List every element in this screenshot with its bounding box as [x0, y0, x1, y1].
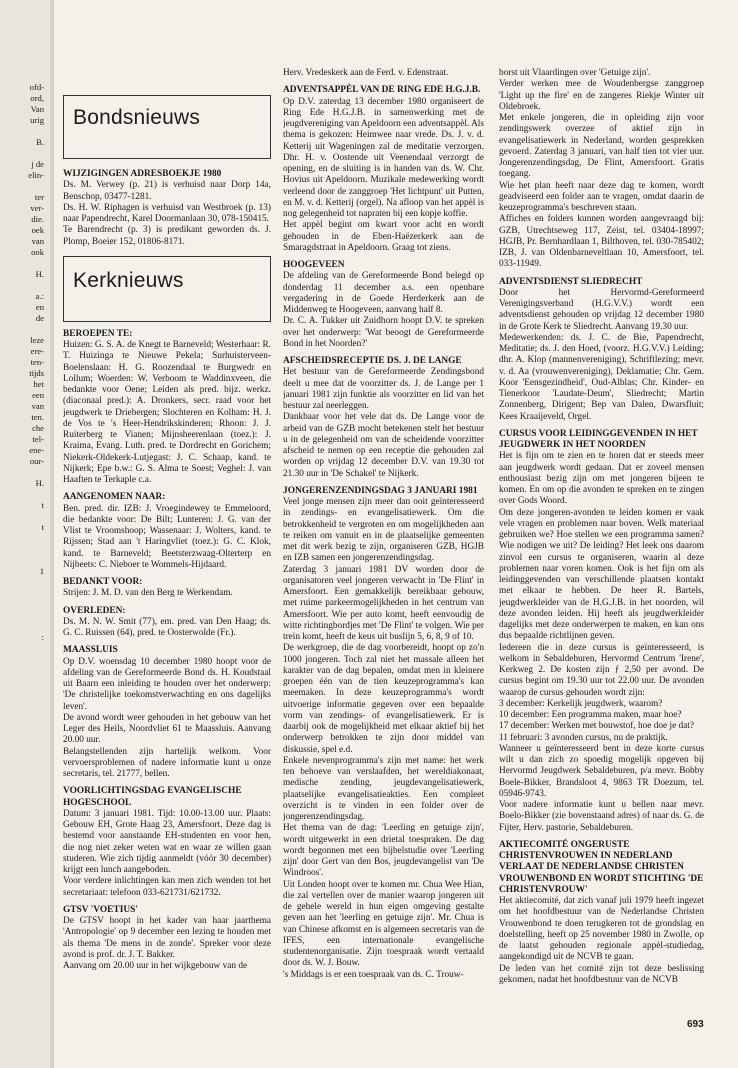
- article-heading: OVERLEDEN:: [63, 605, 126, 616]
- paragraph-line: Medewerkenden: ds. J. C. de Bie, Papendrecht, Meditatie; ds. J. den Hoed, (voorz. H.G.V.V.) Leiding; dhr. A. Klop (mannenvereniging), Schriftlezing; mevr. v. d. Aa (vrouwenvereniging), Deklamatie; Chr. Gem. Koor 'Eensgezindheid', Oud-Alblas; Chr. Kinder- en Tienerkoor 'Laudate-Deum', Sliedrecht; Martin Zonnenberg, Dirigent; Bep van Dalen, Dwarsfluit; Kees Kraaijeveld, Orgel.: [499, 332, 704, 422]
- article-body: [283, 367, 484, 480]
- edge-text-fragment: [0, 533, 50, 544]
- article-body: [63, 588, 271, 599]
- paragraph-line: Iedereen die in deze cursus is geïnteresseerd, is welkom in Sebaldeburen, Hervormd Centrum 'Irene', Kerkweg 2. De kosten zijn ƒ 2,50 per avond. De cursus begint om 19.30 uur tot 22.00 uur. De avonden waarop de cursus gehouden wordt zijn:: [499, 642, 704, 698]
- paragraph-line: Ds. M. Verwey (p. 21) is verhuisd naar Dorp 14a, Benschop, 03477-1281.: [63, 180, 271, 202]
- edge-text-fragment: :: [41, 632, 44, 642]
- paragraph-line: Ds. M. N. W. Smit (77), em. pred. van Den Haag; ds. G. C. Ruissen (64), pred. te Oosterwolde (Fr.).: [63, 616, 271, 638]
- edge-text-fragment: B.: [36, 137, 44, 147]
- edge-text-fragment: van: [31, 401, 44, 411]
- paragraph-line: De leden van het comité zijn tot deze beslissing gekomen, nadat het hoofdbestuur van de NCVB: [499, 963, 704, 985]
- article-heading: CURSUS VOOR LEIDINGGEVENDEN IN HET JEUGDWERK IN HET NOORDEN: [499, 428, 698, 450]
- edge-text-fragment: tel-: [32, 434, 44, 444]
- edge-text-fragment: van: [31, 236, 44, 246]
- article-heading: HOOGEVEEN: [283, 260, 345, 270]
- article-body: [283, 497, 484, 981]
- article-body: [499, 896, 704, 986]
- edge-text-fragment: [0, 599, 50, 610]
- article-heading: ADVENTSAPPÈL VAN DE RING EDE H.G.J.B.: [283, 85, 481, 96]
- section-title-bondsnieuws: Bondsnieuws: [73, 106, 201, 129]
- paragraph-line: Datum: 3 januari 1981. Tijd: 10.00-13.00 uur. Plaats: Gebouw EH, Grote Haag 23, Amersfoort. Deze dag is bestemd voor aanstaande EH-studenten en voor hen, die nog niet zeker weten wat en waar ze willen gaan studeren. Wie zich tijdig aanmeldt (vóór 30 december) krijgt een lunch aangeboden.: [63, 808, 271, 875]
- paragraph-line: Het bestuur van de Gereformeerde Zendingsbond deelt u mee dat de voorzitter ds. J. de Lange per 1 januari 1981 zijn funktie als voorzitter en lid van het bestuur zal neerleggen.: [283, 367, 484, 411]
- article-body: [283, 97, 484, 255]
- adjacent-page-edge: [0, 0, 50, 1068]
- edge-text-fragment: een: [32, 390, 44, 400]
- edge-text-fragment: [0, 258, 50, 269]
- article-body: [63, 809, 271, 899]
- edge-text-fragment: [0, 511, 50, 522]
- paragraph-line: Met enkele jongeren, die in opleiding zijn voor zendingswerk overzee of aktief zijn in evangelisatiewerk in Nederland, worden gesprekken gevoerd. Zaterdag 3 januari, van half tien tot vier uur. Jongerenzendingsdag, De Flint, Amersfoort. Gratis toegang.: [499, 113, 704, 180]
- article-heading: ADVENTSDIENST SLIEDRECHT: [499, 276, 643, 287]
- edge-text-fragment: [0, 544, 50, 555]
- article-heading: AFSCHEIDSRECEPTIE DS. J. DE LANGE: [283, 356, 462, 366]
- page-gutter: [50, 0, 54, 1068]
- edge-text-fragment: elin-: [28, 170, 44, 180]
- paragraph-line: Voor nadere informatie kunt u bellen naar mevr. Boelo-Bikker (zie bovenstaand adres) of naar ds. G. de Fijter, Herv. pastorie, Sebaldeburen.: [499, 800, 704, 833]
- paragraph-line: Veel jonge mensen zijn meer dan ooit geïnteresseerd in zendings- en evangelisatiewerk. Om die betrokkenheid te vergroten en om mogelijkheden aan te reiken om vanuit en in de plaatselijke gemeenten met dit werk bezig te zijn, organiseren GZB, HGJB en IZB samen een jongerenzendingsdag.: [283, 497, 484, 564]
- paragraph-line: 's Middags is er een toespraak van ds. C. Trouw-: [283, 969, 464, 980]
- edge-text-fragment: ord,: [30, 93, 44, 103]
- paragraph-line: Op D.V. woensdag 10 december 1980 hoopt voor de afdeling van de Gereformeerde Bond ds. H. Koudstaal uit Baarn een inleiding te houden over het onderwerp: 'De christelijke toekomstverwachting en ons dagelijks leven'.: [63, 656, 271, 712]
- article-heading: AANGENOMEN NAAR:: [63, 492, 166, 503]
- paragraph-line: De avond wordt weer gehouden in het gebouw van het Leger des Heils, Noordvliet 61 te Maassluis. Aanvang 20.00 uur.: [63, 712, 271, 746]
- edge-text-fragment: tijds: [29, 368, 44, 378]
- edge-text-fragment: ere-: [30, 346, 44, 356]
- section-box-bondsnieuws: [63, 95, 271, 159]
- column-middle: [283, 68, 484, 981]
- article-body: [499, 451, 704, 834]
- edge-text-fragment: [0, 280, 50, 291]
- article-body: [283, 68, 484, 79]
- edge-text-fragment: [0, 610, 50, 621]
- article-heading: AKTIECOMITÉ ONGERUSTE CHRISTENVROUWEN IN NEDERLAND VERLAAT DE NEDERLANDSE CHRISTEN VROUWENBOND EN WORDT STICHTING 'DE CHRISTENVROUW': [499, 839, 704, 895]
- edge-text-fragment: het: [33, 379, 44, 389]
- edge-text-fragment: ofd-: [29, 82, 44, 92]
- paragraph-line: Dr. C. A. Tukker uit Zuidhorn hoopt D.V. te spreken over het onderwerp: 'Wat beoogt de Gereformeerde Bond in het Noorden?': [283, 316, 484, 349]
- edge-text-fragment: ook: [31, 247, 44, 257]
- article-body: [63, 657, 271, 781]
- paragraph-line: Verder werken mee de Woudenbergse zanggroep 'Light up the fire' en de zangeres Riekje Winter uit Oldebroek.: [499, 79, 704, 112]
- column-left: [63, 95, 271, 972]
- paragraph-line: Het aktiecomité, dat zich vanaf juli 1979 heeft ingezet om het hoofdbestuur van de Nederlandse Christen Vrouwenbond te doen terugkeren tot de grondslag en doelstelling, heeft op 25 november 1980 in Zwolle, op de laatst gehouden regionale appèl-studiedag, aangekondigd uit de NCVB te gaan.: [499, 896, 704, 963]
- paragraph-line: 11 februari: 3 avonden cursus, nu de praktijk.: [499, 732, 668, 743]
- column-right: [499, 68, 704, 986]
- section-title-kerknieuws: Kerknieuws: [73, 268, 184, 292]
- paragraph-line: 3 december: Kerkelijk jeugdwerk, waarom?: [499, 698, 663, 709]
- paragraph-line: Ben. pred. dir. IZB: J. Vroegindewey te Emmeloord, die bedankte voor: De Bilt; Lunteren: J. G. van der Vlist te Vroomshoop; Wassenaar: J. Wolters, kand. te Rijssen; Stad aan 't Haringvliet (toez.): G. C. Klok, kand. te Barneveld; Beetsterzwaag-Olterterp en Nijbeets: C. Nieboer te Wommels-Hijdaard.: [63, 503, 271, 570]
- paragraph-line: borst uit Vlaardingen over 'Getuige zijn'.: [499, 68, 651, 78]
- article-body: [63, 617, 271, 640]
- edge-text-fragment: [0, 555, 50, 566]
- paragraph-line: 17 december: Werken met bouwstof, hoe doe je dat?: [499, 721, 695, 732]
- paragraph-line: Herv. Vredeskerk aan de Ferd. v. Edenstraat.: [283, 68, 449, 78]
- paragraph-line: Aanvang om 20.00 uur in het wijkgebouw van de: [63, 961, 248, 971]
- article-body: [63, 180, 271, 248]
- article-heading: MAASSLUIS: [63, 645, 118, 656]
- edge-text-fragment: H.: [35, 269, 44, 279]
- edge-text-fragment: j de: [31, 159, 44, 169]
- edge-text-fragment: [0, 588, 50, 599]
- paragraph-line: 10 december: Een programma maken, maar hoe?: [499, 710, 682, 720]
- edge-text-fragment: ene-: [29, 445, 44, 455]
- paragraph-line: Wanneer u geïnteresseerd bent in deze korte cursus wilt u dan zich zo spoedig mogelijk opgeven bij Hervormd Jeugdwerk Sebaldeburen, p/a mevr. Bobby Boele-Bikker, Brandsloot 4, 9863 TR Doezum, tel. 05946-9743.: [499, 743, 704, 799]
- edge-text-fragment: ten.: [31, 412, 44, 422]
- paragraph-line: Affiches en folders kunnen worden aangevraagd bij: GZB, Utrechtseweg 117, Zeist, tel. 03404-18997; HGJB, Pr. Bernhardlaan 1, Bilthoven, tel. 030-785402; IZB, J. van Oldenbarneveltlaan 10, Amersfoort, tel. 033-11949.: [499, 214, 704, 270]
- edge-text-fragment: t: [41, 500, 44, 510]
- edge-text-fragment: en: [35, 302, 44, 312]
- paragraph-line: De afdeling van de Gereformeerde Bond belegd op donderdag 11 december a.s. een openbare vergadering in de Goede Herderkerk aan de Middenweg te Hoogeveen, aanvang half 8.: [283, 271, 484, 315]
- paragraph-line: De werkgroep, die de dag voorbereidt, hoopt op zo'n 1000 jongeren. Toch zal niet het massale alleen het karakter van de dag bepalen, omdat men in kleinere groepen één van de tien keuzeprogramma's kan meemaken. In deze keuzeprogramma's wordt uitvoerige informatie gegeven over een bepaalde vorm van zendings- of evangelisatiewerk. Er is daarbij ook de mogelijkheid met elkaar aktief bij het onderwerp betrokken te zijn door middel van diskussie, spel e.d.: [283, 643, 484, 755]
- article-heading: WIJZIGINGEN ADRESBOEKJE 1980: [63, 169, 222, 179]
- paragraph-line: Voor verdere inlichtingen kan men zich wenden tot het secretariaat: telefoon 033-621731/621732.: [63, 876, 271, 898]
- edge-text-fragment: [0, 489, 50, 500]
- edge-text-fragment: ten-: [30, 357, 44, 367]
- paragraph-line: Strijen: J. M. D. van den Berg te Werkendam.: [63, 588, 233, 599]
- edge-text-fragment: che: [32, 423, 44, 433]
- paragraph-line: Het appèl begint om kwart voor acht en wordt gehouden in de Eben-Haëzerkerk aan de Smaragdstraat in Apeldoorn. Graag tot ziens.: [283, 220, 484, 253]
- article-heading: VOORLICHTINGSDAG EVANGELISCHE HOGESCHOOL: [63, 786, 242, 808]
- paragraph-line: Uit Londen hoopt over te komen mr. Chua Wee Hian, die zal vertellen over de manier waarop jongeren uit de gehele wereld in hun eigen omgeving gestalte geven aan het 'leerling en getuige zijn'. Mr. Chua is van Chinese afkomst en is algemeen secretaris van de IFES, een internationale evangelische studentenorganisatie. Zijn toespraak wordt vertaald door ds. W. J. Bouw.: [283, 879, 484, 969]
- edge-text-fragment: our-: [29, 456, 44, 466]
- paragraph-line: Te Barendrecht (p. 3) is predikant geworden ds. J. Plomp, Boeier 152, 01806-8171.: [63, 225, 271, 247]
- paragraph-line: Op D.V. zaterdag 13 december 1980 organiseert de Ring Ede H.G.J.B. in samenwerking met de jeugdvereniging van Apeldoorn een adventsappèl. Als thema is gekozen: Heimwee naar vrede. Ds. J. v. d. Ketterij uit Wageningen zal de meditatie verzorgen. Dhr. H. v. Oostende uit Veenendaal verzorgt de opening, en de sluiting is in handen van ds. W. Chr. Hovius uit Apeldoorn. Muzikale medewerking wordt verleend door de zanggroep 'Het lichtpunt' uit Putten, en M. v. d. Ketterij (orgel). Na afloop van het appèl is nog gelegenheid tot napraten bij een kopje koffie.: [283, 96, 484, 219]
- article-heading: GTSV 'VOETIUS': [63, 904, 138, 915]
- edge-text-fragment: [0, 324, 50, 335]
- paragraph-line: Dankbaar voor het vele dat ds. De Lange voor de arbeid van de GZB mocht betekenen stelt het bestuur u in de gelegenheid om van de scheidende voorzitter afscheid te nemen op een receptie die gehouden zal worden op vrijdag 12 december D.V. van 19.30 tot 21.30 uur in 'De Schakel' te Nijkerk.: [283, 412, 484, 479]
- edge-text-fragment: [0, 126, 50, 137]
- paragraph-line: Het thema van de dag: 'Leerling en getuige zijn', wordt uitgewerkt in een drietal toespraken. De dag wordt begonnen met een bijbelstudie over 'Leerling zijn' door Gert van den Bos, jeugdevangelist van 'De Windroos'.: [283, 823, 484, 879]
- paragraph-line: Enkele nevenprogramma's zijn met name: het werk ten behoeve van verslaafden, het wereldiakonaat, medische zending, jeugdevangelisatiewerk, plaatselijke evangelisatieakties. Een compleet overzicht is te vinden in een folder over de jongerenzendingsdag.: [283, 755, 484, 822]
- paragraph-line: Door het Hervormd-Gereformeerd Verenigingsverband (H.G.V.V.) wordt een adventsdienst gehouden op vrijdag 12 december 1980 in de Grote Kerk te Sliedrecht. Aanvang 19.30 uur.: [499, 287, 704, 332]
- edge-text-fragment: [0, 577, 50, 588]
- section-box-kerknieuws: [63, 256, 271, 322]
- edge-text-fragment: a.:: [35, 291, 44, 301]
- edge-text-fragment: t: [41, 522, 44, 532]
- paragraph-line: Om deze jongeren-avonden te leiden komen er vaak vele vragen en problemen naar boven. Welk materiaal gebruiken we? Hoe stellen we een programma samen? Wie nodigen we uit? De leiding? Het leek ons daarom zinvol een cursus te organiseren, waarin al deze problemen naar voren komen. Ook is het fijn om als leidinggevenden van verschillende plaatsen kontakt met elkaar te hebben. De heer R. Bartels, jeugdwerkleider van de H.G.J.B. in het noorden, wil deze avonden leiden. Hij heeft als jeugdwerkleider dagelijks met deze onderwerpen te maken, en kan ons dus bepaalde richtlijnen geven.: [499, 507, 704, 642]
- edge-text-fragment: die.: [31, 214, 44, 224]
- article-heading: BEROEPEN TE:: [63, 328, 133, 339]
- edge-text-fragment: 1: [39, 566, 44, 576]
- paragraph-line: Zaterdag 3 januari 1981 DV worden door de organisatoren veel jongeren verwacht in 'De Flint' in Amersfoort. Een gemakkelijk bereikbaar gebouw, met ruime parkeermogelijkheden in het centrum van Amersfoort. Wie per auto komt, heeft eenvoudig de witte richtingbordjes met 'De Flint' te volgen. Wie per trein komt, heeft de keus uit buslijn 5, 6, 8, 9 of 10.: [283, 564, 484, 642]
- edge-text-fragment: [0, 181, 50, 192]
- paragraph-line: Ds. H. W. Riphagen is verhuisd van Westbroek (p. 13) naar Papendrecht, Karel Doormanlaan 30, 078-150415.: [63, 202, 271, 224]
- paragraph-line: Wie het plan heeft naar deze dag te komen, wordt geadviseerd een folder aan te vragen, omdat daarin de keuzeprogramma's beschreven staan.: [499, 180, 704, 213]
- edge-text-fragment: de: [35, 313, 44, 323]
- page-number: 693: [687, 1019, 704, 1030]
- paragraph-line: Belangstellenden zijn hartelijk welkom. Voor vervoersproblemen of nadere informatie kunt u onze secretaris, tel. 21777, bellen.: [63, 746, 271, 779]
- article-body: [283, 271, 484, 350]
- edge-text-fragment: [0, 621, 50, 632]
- article-heading: BEDANKT VOOR:: [63, 577, 143, 587]
- article-body: [63, 916, 271, 972]
- paragraph-line: Het is fijn om te zien en te horen dat er steeds meer aan jeugdwerk wordt gedaan. Dat er zoveel mensen enthousiast bezig zijn om met jongeren bijeen te komen. En om op die avonden te spreken en te zingen over Gods Woord.: [499, 451, 704, 507]
- article-body: [499, 288, 704, 423]
- edge-text-fragment: urig: [30, 115, 44, 125]
- edge-text-fragment: Van: [30, 104, 44, 114]
- article-heading: JONGERENZENDINGSDAG 3 JANUARI 1981: [283, 485, 478, 496]
- article-body: [63, 504, 271, 572]
- edge-text-fragment: ver-: [30, 203, 44, 213]
- edge-text-fragment: ter: [34, 192, 44, 202]
- edge-text-fragment: [0, 148, 50, 159]
- article-body: [499, 68, 704, 271]
- edge-text-fragment: leze: [30, 335, 44, 345]
- article-body: [63, 340, 271, 486]
- paragraph-line: Huizen: G. S. A. de Knegt te Barneveld; Westerhaar: R. T. Huizinga te Nieuwe Pekela; Surhuisterveen-Boelenslaan: H. G. Roozendaal te Burgwedr en Lollum; Woerden: W. Verboom te Waddinxveen, die bedankte voor Oene; Leiden als pred. bijz. werkz. (diaconaal pred.): A. Dronkers, secr. raad voor het jeugdwerk te Driebergen; Slochteren en Kolham: H. J. de Vos te 's Heer-Hendrikskinderen; Rhoon: J. J. Ruiterberg te Vianen; Mijnsheerenlaan (toez.): J. Kraima, Evang. Luth. pred. te Dordrecht en Gorichem; Niekerk-Oldekerk-Lutjegast: J. C. Schaap, kand. te Nijkerk; Epe b.w.: G. S. Alma te Soest; Veghel: J. van Haaften te Terkaple c.a.: [63, 340, 271, 485]
- edge-text-fragment: H.: [35, 478, 44, 488]
- edge-text-fragment: [0, 467, 50, 478]
- edge-text-fragment: oek: [31, 225, 44, 235]
- paragraph-line: De GTSV hoopt in het kader van haar jaarthema 'Antropologie' op 9 december een lezing te houden met als thema 'De mens in de zonde'. Spreker voor deze avond is prof. dr. J. T. Bakker.: [63, 916, 271, 960]
